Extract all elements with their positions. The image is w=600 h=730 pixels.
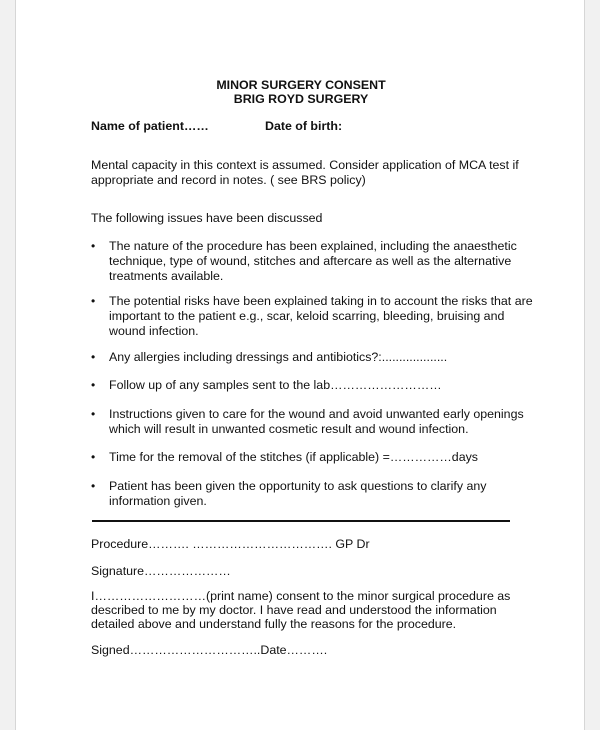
bullet-icon: • (91, 239, 96, 253)
issues-heading: The following issues have been discussed (91, 211, 323, 225)
issue-line: Patient has been given the opportunity to ask questions to clarify any (109, 479, 487, 493)
issue-item (109, 479, 529, 509)
consent-statement-line-1: I………………………(print name) consent to the minor surgical procedure as (91, 589, 511, 603)
issue-item (109, 239, 529, 284)
capacity-text-line-2: appropriate and record in notes. ( see BRS policy) (91, 173, 366, 187)
issue-item (109, 294, 533, 339)
bullet-icon: • (91, 378, 96, 392)
issue-item (109, 350, 529, 365)
issue-line: technique, type of wound, stitches and aftercare as well as the alternative (109, 254, 512, 268)
patient-name-label: Name of patient…… (91, 119, 209, 133)
issue-line: information given. (109, 494, 207, 508)
issue-line: important to the patient e.g., scar, keloid scarring, bleeding, bruising and (109, 309, 505, 323)
issue-line: The nature of the procedure has been explained, including the anaesthetic (109, 239, 517, 253)
consent-statement-line-2: described to me by my doctor. I have read and understood the information (91, 603, 497, 617)
issue-item (109, 378, 529, 393)
issue-line: wound infection. (109, 324, 199, 338)
section-divider (92, 520, 510, 522)
document-page (15, 0, 585, 730)
bullet-icon: • (91, 479, 96, 493)
signature-field: Signature………………… (91, 564, 231, 578)
date-of-birth-label: Date of birth: (265, 119, 343, 133)
issue-line: treatments available. (109, 269, 224, 283)
signed-date-field: Signed…………………………..Date………. (91, 643, 328, 657)
issue-line: The potential risks have been explained taking in to account the risks that are (109, 294, 533, 308)
bullet-icon: • (91, 350, 96, 364)
surgery-name: BRIG ROYD SURGERY (233, 92, 369, 106)
bullet-icon: • (91, 294, 96, 308)
issue-line: Any allergies including dressings and antibiotics?:................... (109, 350, 448, 364)
capacity-text-line-1: Mental capacity in this context is assumed. Consider application of MCA test if (91, 158, 519, 172)
document-title: MINOR SURGERY CONSENT (216, 78, 386, 92)
issue-line: Time for the removal of the stitches (if applicable) =……………days (109, 450, 478, 464)
issue-line: Instructions given to care for the wound and avoid unwanted early openings (109, 407, 524, 421)
issue-line: which will result in unwanted cosmetic result and wound infection. (109, 422, 469, 436)
consent-statement-line-3: detailed above and understand fully the reasons for the procedure. (91, 617, 457, 631)
issue-item (109, 450, 529, 465)
bullet-icon: • (91, 450, 96, 464)
procedure-field: Procedure………. ……………………………. GP Dr (91, 537, 370, 551)
bullet-icon: • (91, 407, 96, 421)
issue-line: Follow up of any samples sent to the lab……………………… (109, 378, 442, 392)
issue-item (109, 407, 529, 437)
